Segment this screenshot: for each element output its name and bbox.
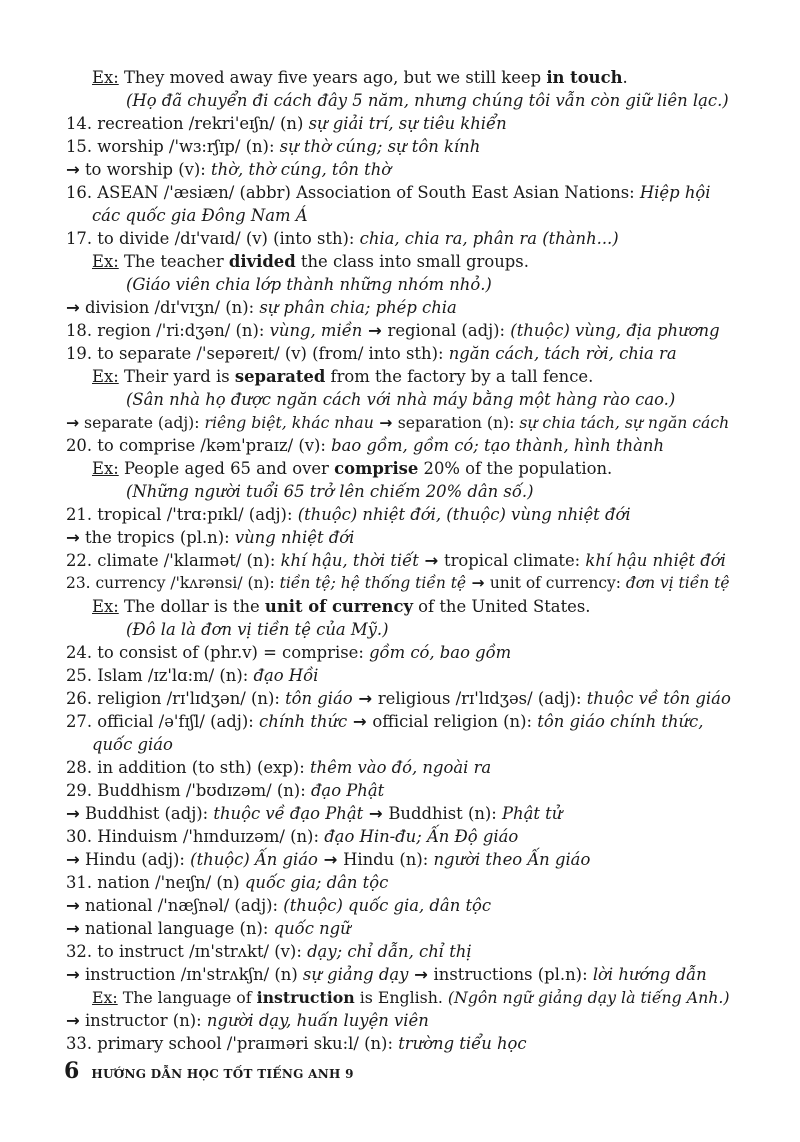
text-line [126,89,729,112]
bold-term: divided [228,252,296,271]
entry-text: The dollar is the [118,597,265,616]
definition-text: dạy; chỉ dẫn, chỉ thị [307,942,472,961]
definition-text: (thuộc) Ấn giáo [190,850,318,869]
text-line [66,1032,527,1055]
definition-text: tiền tệ; hệ thống tiền tệ [279,574,467,592]
definition-text: người dạy, huấn luyện viên [206,1011,429,1030]
entry-text: 27. official /ə'fɪʃl/ (adj): [66,712,260,731]
text-line [66,434,664,457]
arrow-icon: → [66,804,80,823]
definition-text: sự thờ cúng; sự tôn kính [279,137,481,156]
entry-text: separation (n): [397,413,520,432]
page-footer [64,1058,354,1084]
definition-text: lời hướng dẫn [592,965,707,984]
entry-text: of the United States. [412,597,591,616]
entry-text: 33. primary school /'praɪməri sku:l/ (n): [66,1034,399,1053]
text-line [66,802,562,825]
text-line [66,319,720,342]
entry-text: from the factory by a tall fence. [325,367,594,386]
example-label: Ex: [92,459,119,478]
entry-text: the class into small groups. [295,252,529,271]
entry-text: tropical climate: [443,551,586,570]
definition-text: thêm vào đó, ngoài ra [309,758,492,777]
entry-text: is English. [354,988,448,1007]
text-line [66,296,457,319]
entry-text: . [622,68,628,87]
entry-text: 18. region /'ri:dʒən/ (n): [66,321,270,340]
definition-text: người theo Ấn giáo [433,850,591,869]
definition-text: thờ, thờ cúng, tôn thờ [211,160,392,179]
entry-text: 14. recreation /rekri'eɪʃn/ (n) [66,114,309,133]
text-line [66,503,631,526]
definition-text: sự giảng dạy [302,965,409,984]
entry-text: 29. Buddhism /'bʊdɪzəm/ (n): [66,781,311,800]
text-line [66,181,711,204]
definition-text: vùng, miền [269,321,363,340]
entry-text: religious /rɪ'lɪdʒəs/ (adj): [377,689,587,708]
entry-text: 28. in addition (to sth) (exp): [66,758,310,777]
text-line [66,687,731,710]
definition-text: (Họ đã chuyển đi cách đây 5 năm, nhưng chúng tôi vẫn còn giữ liên lạc.) [126,91,729,110]
entry-text: 17. to divide /dɪ'vaɪd/ (v) (into sth): [66,229,360,248]
arrow-icon: → [66,919,80,938]
example-label: Ex: [92,988,118,1007]
entry-text: official religion (n): [372,712,538,731]
bold-term: instruction [256,988,355,1007]
text-line [66,526,354,549]
text-line [92,457,612,480]
text-line [126,480,533,503]
text-line [126,618,389,641]
definition-text: riêng biệt, khác nhau [204,413,374,432]
text-line [66,342,677,365]
text-line [126,273,492,296]
entry-text: to worship (v): [79,160,212,179]
definition-text: sự giải trí, sự tiêu khiển [308,114,507,133]
text-line [66,112,507,135]
entry-text: 23. currency /'kʌrənsi/ (n): [66,574,280,592]
text-line [66,572,730,595]
text-line [92,204,308,227]
arrow-icon: → [66,528,80,547]
entry-text: unit of currency: [489,574,626,592]
entry-text: Hindu (n): [343,850,434,869]
definition-text: tôn giáo [285,689,353,708]
arrow-icon: → [66,160,80,179]
entry-text: regional (adj): [387,321,511,340]
definition-text: chia, chia ra, phân ra (thành...) [359,229,619,248]
entry-text: 15. worship /'wɜ:rʃɪp/ (n): [66,137,280,156]
entry-text: They moved away five years ago, but we still keep [118,68,547,87]
definition-text: vùng nhiệt đới [234,528,355,547]
entry-text: national language (n): [79,919,274,938]
text-line [66,825,518,848]
text-line [126,388,675,411]
entry-text: The language of [117,988,257,1007]
definition-text: (thuộc) quốc gia, dân tộc [283,896,492,915]
definition-text: quốc gia; dân tộc [244,873,389,892]
definition-text: ngăn cách, tách rời, chia ra [448,344,677,363]
text-line [92,733,173,756]
definition-text: (thuộc) vùng, địa phương [510,321,720,340]
entry-text: separate (adj): [79,413,205,432]
arrow-icon: → [66,1011,80,1030]
bold-term: in touch [546,68,623,87]
text-line [92,595,590,618]
example-label: Ex: [92,68,119,87]
text-line [66,779,384,802]
arrow-icon: → [347,712,373,731]
definition-text: (thuộc) nhiệt đới, (thuộc) vùng nhiệt đới [297,505,631,524]
entry-text: 20% of the population. [418,459,613,478]
text-line [92,66,628,89]
entry-text: 20. to comprise /kəm'praɪz/ (v): [66,436,332,455]
entry-text: Buddhist (adj): [79,804,214,823]
text-line [92,365,593,388]
text-line [66,158,391,181]
page-number: 6 [64,1058,80,1084]
text-line [92,986,730,1009]
arrow-icon: → [418,551,444,570]
example-label: Ex: [92,367,119,386]
text-line [66,664,318,687]
arrow-icon: → [66,850,80,869]
example-label: Ex: [92,597,119,616]
entry-text: 25. Islam /ɪz'lɑ:m/ (n): [66,666,254,685]
definition-text: quốc giáo [92,735,173,754]
definition-text: chính thức [259,712,348,731]
entry-text: 24. to consist of (phr.v) = comprise: [66,643,370,662]
text-line [66,411,729,434]
text-line [66,549,726,572]
text-line [66,894,491,917]
text-line [66,710,703,733]
definition-text: sự chia tách, sự ngăn cách [519,413,730,432]
example-label: Ex: [92,252,119,271]
text-line [92,250,529,273]
definition-text: (Những người tuổi 65 trở lên chiếm 20% dân số.) [126,482,534,501]
arrow-icon: → [66,965,80,984]
definition-text: đơn vị tiền tệ [625,574,730,592]
definition-text: đạo Phật [310,781,385,800]
entry-text: division /dɪ'vɪʒn/ (n): [79,298,260,317]
definition-text: gồm có, bao gồm [369,643,512,662]
arrow-icon: → [352,689,378,708]
entry-text: Their yard is [118,367,235,386]
arrow-icon: → [373,413,398,432]
definition-text: khí hậu, thời tiết [280,551,419,570]
definition-text: sự phân chia; phép chia [259,298,457,317]
definition-text: (Sân nhà họ được ngăn cách với nhà máy bằng một hàng rào cao.) [126,390,676,409]
definition-text: các quốc gia Đông Nam Á [92,206,308,225]
definition-text: quốc ngữ [273,919,351,938]
entry-text: 21. tropical /'trɑ:pɪkl/ (adj): [66,505,298,524]
text-line [66,756,491,779]
text-line [66,641,511,664]
definition-text: đạo Hồi [253,666,319,685]
text-line [66,917,351,940]
arrow-icon: → [66,413,80,432]
definition-text: khí hậu nhiệt đới [585,551,726,570]
definition-text: Phật tử [502,804,563,823]
entry-text: 26. religion /rɪ'lɪdʒən/ (n): [66,689,286,708]
entry-text: 19. to separate /'sepəreɪt/ (v) (from/ into sth): [66,344,449,363]
definition-text: trường tiểu học [398,1034,527,1053]
entry-text: The teacher [118,252,229,271]
arrow-icon: → [408,965,434,984]
text-line [66,848,590,871]
entry-text: instructor (n): [79,1011,207,1030]
definition-text: (Đô la là đơn vị tiền tệ của Mỹ.) [126,620,389,639]
entry-text: 30. Hinduism /'hɪnduɪzəm/ (n): [66,827,325,846]
text-line [66,1009,429,1032]
text-line [66,227,619,250]
arrow-icon: → [317,850,344,869]
bold-term: unit of currency [264,597,413,616]
arrow-icon: → [362,321,388,340]
arrow-icon: → [66,896,80,915]
entry-text: 22. climate /'klaɪmət/ (n): [66,551,281,570]
text-line [66,135,480,158]
entry-text: 31. nation /'neɪʃn/ (n) [66,873,245,892]
text-line [66,940,472,963]
text-line [66,871,388,894]
entry-text: the tropics (pl.n): [79,528,235,547]
definition-text: (Giáo viên chia lớp thành những nhóm nhỏ.) [126,275,492,294]
bold-term: separated [234,367,326,386]
definition-text: thuộc về tôn giáo [586,689,731,708]
bold-term: comprise [334,459,419,478]
definition-text: thuộc về đạo Phật [213,804,364,823]
definition-text: tôn giáo chính thức, [537,712,704,731]
arrow-icon: → [363,804,389,823]
arrow-icon: → [466,574,490,592]
definition-text: (Ngôn ngữ giảng dạy là tiếng Anh.) [447,988,730,1007]
entry-text: instructions (pl.n): [433,965,593,984]
entry-text: 16. ASEAN /'æsiæn/ (abbr) Association of South East Asian Nations: [66,183,640,202]
definition-text: đạo Hin-đu; Ấn Độ giáo [324,827,519,846]
definition-text: bao gồm, gồm có; tạo thành, hình thành [331,436,665,455]
entry-text: 32. to instruct /ɪn'strʌkt/ (v): [66,942,308,961]
arrow-icon: → [66,298,80,317]
entry-text: instruction /ɪn'strʌkʃn/ (n) [79,965,303,984]
definition-text: Hiệp hội [639,183,711,202]
text-line [66,963,707,986]
entry-text: People aged 65 and over [118,459,335,478]
book-title: HƯỚNG DẪN HỌC TỐT TIẾNG ANH 9 [91,1067,354,1081]
entry-text: Buddhist (n): [388,804,503,823]
entry-text: Hindu (adj): [79,850,191,869]
entry-text: national /'næʃnəl/ (adj): [79,896,284,915]
